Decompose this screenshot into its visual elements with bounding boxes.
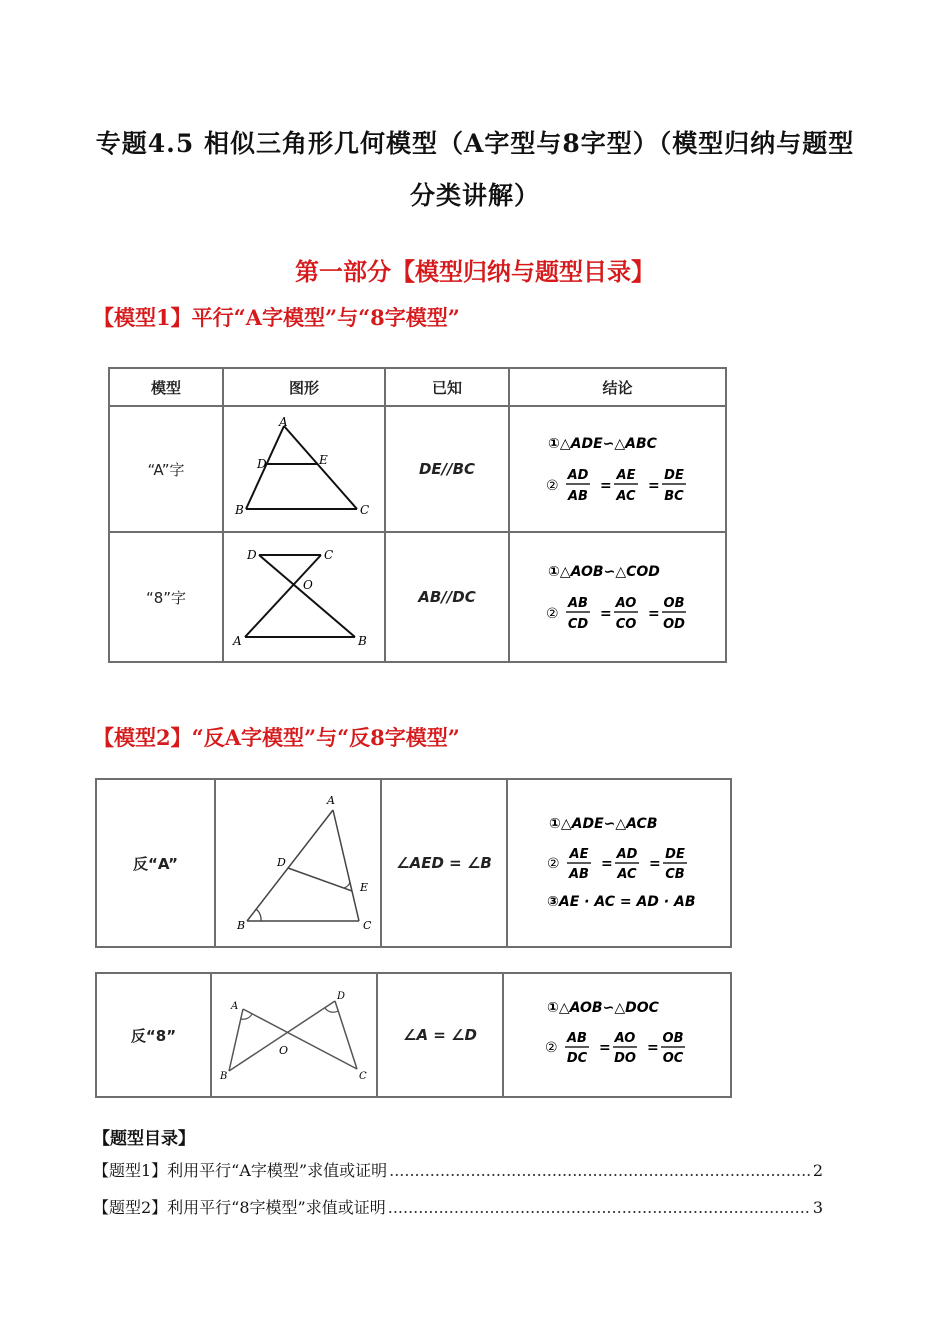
frac3-den: BC: [663, 489, 684, 504]
circle-2: ②: [545, 478, 559, 494]
row-ra-name: 反“A”: [96, 779, 215, 947]
frac1-num: AB: [567, 1031, 587, 1046]
eq-1: =: [601, 856, 613, 872]
row-a-figure-cell: [223, 406, 385, 532]
frac2-den: DO: [614, 1051, 636, 1066]
eq-2: =: [647, 1040, 659, 1056]
row-ra-conclusion-cell: [507, 779, 731, 947]
row-8-conclusion: [528, 554, 708, 640]
row-r8-figure-cell: [211, 973, 377, 1097]
eight-line-db: [259, 555, 355, 637]
frac1-den: CD: [567, 617, 588, 632]
reverse-8-figure: [215, 985, 373, 1085]
row-ra-figure-cell: [215, 779, 381, 947]
frac1-num: AB: [567, 596, 588, 611]
label-o: O: [303, 578, 313, 592]
frac2-num: AO: [615, 596, 636, 611]
part-heading: 第一部分【模型归纳与题型目录】: [295, 257, 655, 286]
header-known: 已知: [385, 368, 509, 406]
eq-1: =: [599, 478, 612, 494]
eq-2: =: [647, 606, 660, 622]
table-row-reverse-8: [96, 973, 731, 1097]
angle-d-mark: [325, 1008, 338, 1012]
label-e: E: [359, 881, 368, 894]
model2-table-reverse-8: [95, 972, 732, 1098]
row-8-figure-cell: [223, 532, 385, 662]
frac1-den: AB: [569, 867, 589, 882]
eq-2: =: [649, 856, 661, 872]
frac3-num: DE: [665, 847, 685, 862]
model2-heading: 【模型2】“反A字模型”与“反8字模型”: [93, 725, 460, 750]
frac1-den: AB: [567, 489, 588, 504]
frac2-num: AO: [614, 1031, 636, 1046]
row-ra-conclusion: [519, 808, 719, 918]
header-model: 模型: [109, 368, 223, 406]
frac3-num: DE: [663, 468, 684, 483]
header-figure: 图形: [223, 368, 385, 406]
conclusion-product: ③AE · AC = AD · AB: [547, 894, 696, 910]
label-a: A: [326, 794, 335, 807]
row-r8-name: 反“8”: [96, 973, 211, 1097]
a-side-ac: [284, 426, 357, 509]
label-a: A: [279, 415, 288, 429]
frac1-num: AE: [569, 847, 589, 862]
row-r8-conclusion-cell: [503, 973, 731, 1097]
table-row-8: [109, 532, 726, 662]
eq-2: =: [647, 478, 660, 494]
label-b: B: [358, 634, 367, 648]
toc-item-2[interactable]: [93, 1195, 823, 1218]
conclusion-similar: ①△AOB∽△DOC: [547, 1000, 659, 1016]
row-a-name: “A”字: [109, 406, 223, 532]
r8-line-bd: [229, 1001, 335, 1071]
table-row-a: [109, 406, 726, 532]
row-r8-condition: ∠A = ∠D: [377, 973, 503, 1097]
label-c: C: [360, 503, 370, 517]
r8-side-ab: [229, 1009, 243, 1071]
frac3-den: OC: [662, 1051, 684, 1066]
label-d: D: [247, 548, 257, 562]
label-c: C: [324, 548, 334, 562]
frac1-num: AD: [567, 468, 588, 483]
model2-table-reverse-a: [95, 778, 732, 948]
angle-b-mark: [256, 909, 261, 921]
label-b: B: [220, 1071, 228, 1082]
frac3-num: OB: [663, 596, 684, 611]
label-d: D: [257, 457, 267, 471]
frac3-num: OB: [662, 1031, 684, 1046]
row-8-name: “8”字: [109, 532, 223, 662]
ra-segment-de: [288, 868, 352, 891]
toc-heading: 【题型目录】: [93, 1129, 195, 1149]
label-d: D: [276, 856, 286, 869]
eq-1: =: [599, 606, 612, 622]
frac2-den: AC: [615, 489, 636, 504]
toc-item-label: 【题型2】利用平行“8字模型”求值或证明: [93, 1198, 386, 1217]
circle-2: ②: [547, 856, 560, 872]
frac2-den: CO: [615, 617, 636, 632]
frac3-den: CB: [665, 867, 685, 882]
circle-2: ②: [545, 606, 559, 622]
conclusion-similar: ①△AOB∽△COD: [547, 564, 660, 580]
label-o: O: [279, 1044, 289, 1057]
frac3-den: OD: [662, 617, 685, 632]
toc-item-1[interactable]: [93, 1158, 823, 1181]
reverse-a-figure: [221, 788, 376, 938]
frac1-den: DC: [566, 1051, 588, 1066]
row-a-conclusion: [528, 426, 708, 512]
toc-item-page: 3: [812, 1198, 823, 1217]
eight-shape-figure: [229, 541, 379, 653]
label-c: C: [359, 1071, 367, 1082]
table-header-row: [109, 368, 726, 406]
toc-leader-dots: [388, 1198, 811, 1217]
circle-2: ②: [545, 1040, 558, 1056]
angle-e-mark: [344, 882, 350, 888]
label-b: B: [235, 503, 244, 517]
doc-title-line1: 专题4.5 相似三角形几何模型（A字型与8字型）（模型归纳与题型: [95, 129, 855, 158]
header-conclusion: 结论: [509, 368, 726, 406]
model1-table: [108, 367, 727, 663]
label-a: A: [233, 634, 242, 648]
frac2-num: AE: [616, 468, 635, 483]
row-a-conclusion-cell: [509, 406, 726, 532]
row-8-condition: AB//DC: [385, 532, 509, 662]
table-row-reverse-a: [96, 779, 731, 947]
label-c: C: [362, 919, 371, 932]
toc-item-label: 【题型1】利用平行“A字模型”求值或证明: [93, 1161, 388, 1180]
model1-heading: 【模型1】平行“A字模型”与“8字模型”: [93, 305, 460, 330]
toc-leader-dots: [389, 1161, 811, 1180]
conclusion-similar: ①△ADE∽△ACB: [549, 816, 658, 832]
row-ra-condition: ∠AED = ∠B: [381, 779, 507, 947]
toc-item-page: 2: [812, 1161, 823, 1180]
angle-a-mark: [241, 1014, 252, 1019]
label-b: B: [236, 919, 245, 932]
label-d: D: [337, 991, 346, 1002]
row-r8-conclusion: [517, 992, 717, 1078]
ra-side-ac: [333, 810, 359, 921]
doc-title-line2: 分类讲解）: [409, 181, 540, 210]
frac2-den: AC: [617, 867, 637, 882]
label-e: E: [319, 453, 328, 467]
eq-1: =: [599, 1040, 611, 1056]
row-8-conclusion-cell: [509, 532, 726, 662]
label-a: A: [231, 1001, 239, 1012]
eight-line-ca: [245, 555, 321, 637]
a-shape-figure: [229, 414, 379, 524]
row-a-condition: DE//BC: [385, 406, 509, 532]
frac2-num: AD: [616, 847, 638, 862]
ra-side-ab: [247, 810, 333, 921]
conclusion-similar: ①△ADE∽△ABC: [547, 436, 657, 452]
